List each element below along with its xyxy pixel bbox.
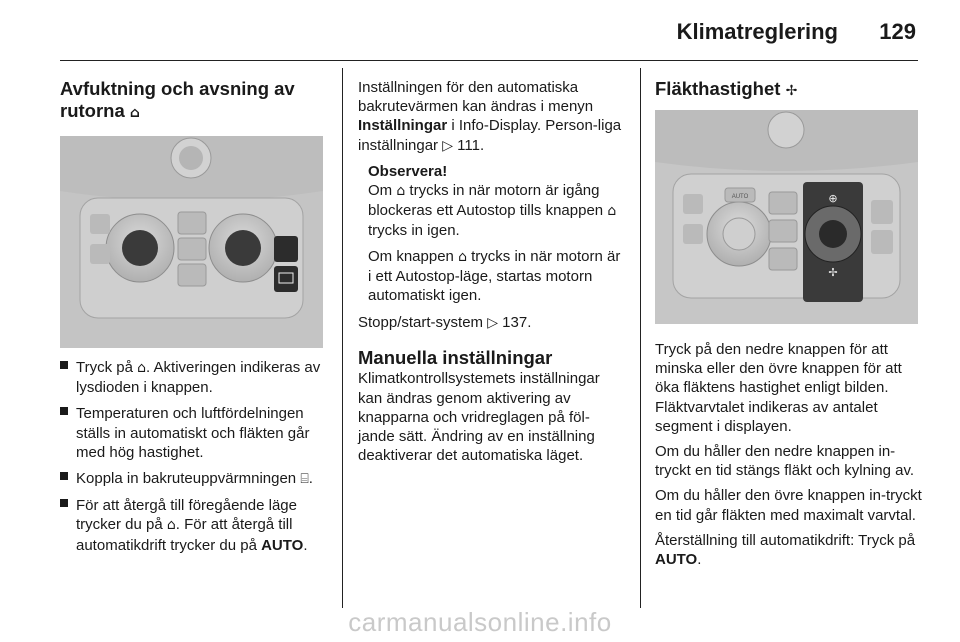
reset-auto-paragraph: Återställning till automatikdrift: Tryck på AUTO.: [655, 531, 916, 569]
section-heading-manual: Manuella inställningar: [358, 347, 553, 369]
climate-panel-figure-1: [60, 136, 323, 348]
note-paragraph: Om ⌂ trycks in när motorn är igång blockeras ett Autostop tills knappen ⌂ trycks in igen.: [368, 182, 617, 240]
page-reference-icon: ▷: [442, 137, 453, 154]
defrost-icon: ⌂: [166, 517, 176, 534]
stop-start-reference: Stopp/start-system ▷ 137.: [358, 314, 532, 332]
column-right: [655, 78, 923, 575]
watermark-text: carmanualsonline.info: [348, 607, 612, 637]
column-divider-2: [640, 68, 641, 608]
page-reference-link[interactable]: 137.: [502, 314, 532, 332]
section-heading-defrost: Avfuktning och avsning av rutorna ⌂: [60, 78, 295, 121]
page-reference-link[interactable]: 111.: [457, 136, 485, 154]
column-left: [60, 78, 328, 562]
fan-max-paragraph: Om du håller den övre knappen in-tryckt en tid går fläkten med maximalt varvtal.: [655, 487, 922, 524]
fan-off-paragraph: Om du håller den nedre knappen in-tryckt en tid stängs fläkt och kylning av.: [655, 443, 915, 480]
svg-text:⊕: ⊕: [828, 193, 838, 205]
auto-button-label: AUTO: [731, 194, 749, 200]
fan-speed-paragraph: Tryck på den nedre knappen för att minska eller den övre knappen för att öka fläktens hastighet enligt bilden. Fläktvarvtalet indikeras av antalet segment i displayen.: [655, 341, 902, 435]
defrost-icon: ⌂: [458, 248, 467, 265]
defrost-icon: ⌂: [129, 105, 140, 121]
list-item: För att återgå till föregående läge trycker du på ⌂. För att återgå till automatikdrift trycker du på AUTO.: [60, 496, 328, 555]
header-divider: [60, 60, 918, 61]
list-item: Tryck på ⌂. Aktiveringen indikeras av lysdioden i knappen.: [60, 358, 328, 397]
manual-settings-paragraph: Klimatkontrollsystemets inställningar kan ändras genom aktivering av knapparna och vridreglagen på föl-jande sätt. Ändring av en inställning deaktiverar det automatiska läget.: [358, 370, 600, 465]
note-title: Observera!: [368, 162, 448, 180]
section-heading-fan-speed: Fläkthastighet ✢: [655, 78, 798, 99]
page-reference-icon: ▷: [487, 315, 498, 332]
note-paragraph: Om knappen ⌂ trycks in när motorn är i ett Autostop-läge, startas motorn automatiskt igen.: [368, 247, 621, 305]
instruction-list: [60, 358, 328, 555]
column-divider-1: [342, 68, 343, 608]
list-item: Koppla in bakruteuppvärmningen ⌸.: [60, 469, 328, 489]
climate-panel-figure-2: [655, 110, 918, 324]
note-box: [358, 162, 626, 305]
defrost-icon: ⌂: [607, 203, 617, 220]
running-header-title: Klimatreglering: [676, 19, 838, 44]
rear-defrost-icon: ⌸: [300, 471, 309, 488]
defrost-icon: ⌂: [137, 360, 147, 376]
fan-icon: ✢: [785, 83, 798, 99]
list-item: Temperaturen och luftfördelningen ställs in automatiskt och fläkten går med hög hastighet.: [60, 404, 328, 462]
defrost-icon: ⌂: [396, 183, 406, 200]
auto-rear-defrost-paragraph: Inställningen för den automatiska bakrutevärmen kan ändras i menyn Inställningar i Info-Display. Person-liga inställningar ▷ 111.: [358, 79, 622, 154]
column-middle: [358, 78, 626, 471]
page-number: 129: [879, 19, 916, 44]
svg-text:✢: ✢: [828, 267, 838, 279]
